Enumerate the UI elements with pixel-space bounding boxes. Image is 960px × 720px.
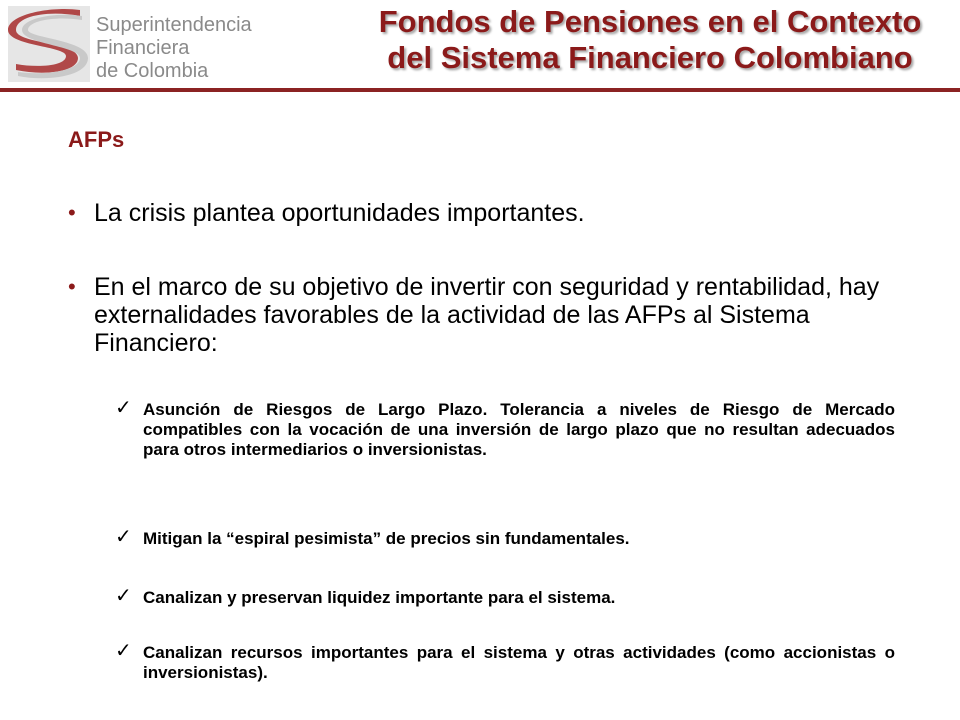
checkmark-icon: ✓ [115, 526, 132, 548]
check-text: Canalizan y preservan liquidez importante para el sistema. [143, 588, 616, 607]
checkmark-icon: ✓ [115, 397, 132, 419]
slide-title-line-2: del Sistema Financiero Colombiano [387, 40, 913, 75]
logo-line-2: Financiera [96, 37, 190, 59]
superintendencia-logo [8, 6, 252, 86]
slide-title-line-1: Fondos de Pensiones en el Contexto [378, 4, 922, 39]
bullet-text: La crisis plantea oportunidades importantes. [94, 199, 585, 227]
checkmark-icon: ✓ [115, 585, 132, 607]
logo-text [96, 14, 252, 83]
checkmark-icon: ✓ [115, 640, 132, 662]
check-text: Mitigan la “espiral pesimista” de precios sin fundamentales. [143, 529, 630, 548]
check-text: Canalizan recursos importantes para el sistema y otras actividades (como accionistas o inversionistas). [143, 643, 895, 682]
slide-title [370, 4, 930, 76]
header-divider [0, 88, 960, 92]
bullet-text: En el marco de su objetivo de invertir con seguridad y rentabilidad, hay externalidades favorables de la actividad de las AFPs al Sistema Financiero: [94, 273, 880, 357]
bullet-icon: • [68, 200, 76, 225]
bullet-icon: • [68, 274, 76, 299]
logo-s-icon [8, 6, 90, 82]
logo-line-3: de Colombia [96, 60, 209, 82]
section-heading: AFPs [68, 127, 125, 152]
logo-line-1: Superintendencia [96, 14, 252, 36]
check-text: Asunción de Riesgos de Largo Plazo. Tolerancia a niveles de Riesgo de Mercado compatibles con la vocación de una inversión de largo plazo que no resultan adecuados para otros intermediarios o inversionistas. [143, 400, 895, 459]
